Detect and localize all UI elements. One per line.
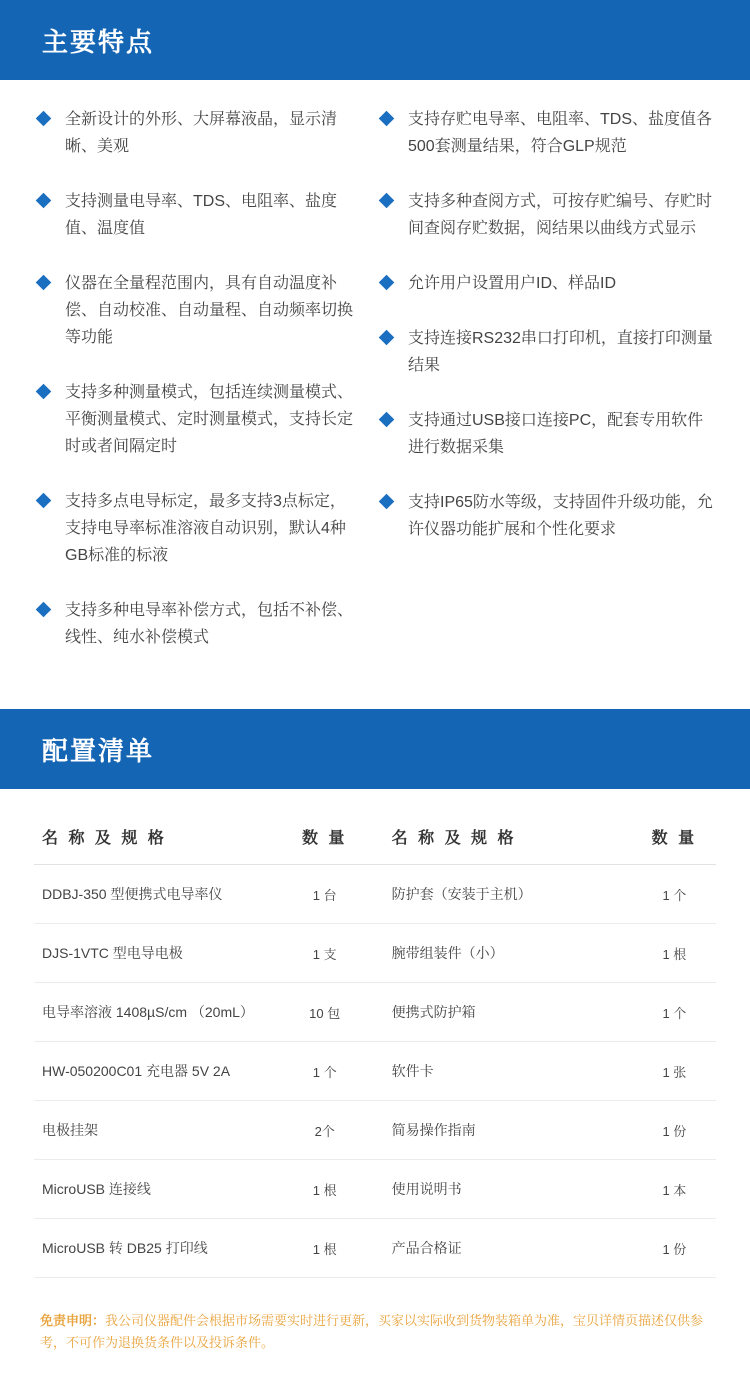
diamond-bullet-icon xyxy=(36,275,52,291)
item-qty: 2个 xyxy=(281,1101,366,1160)
item-name: MicroUSB 连接线 xyxy=(34,1160,281,1219)
row-spacer xyxy=(366,865,383,924)
diamond-bullet-icon xyxy=(379,494,395,510)
disclaimer-text: 我公司仪器配件会根据市场需要实时进行更新，买家以实际收到货物装箱单为准，宝贝详情页描述仅供参考，不可作为退换货条件以及投诉条件。 xyxy=(40,1313,704,1350)
features-section-body xyxy=(0,80,750,679)
diamond-bullet-icon xyxy=(379,275,395,291)
features-section-header xyxy=(0,0,750,80)
diamond-bullet-icon xyxy=(36,384,52,400)
section-divider xyxy=(0,679,750,709)
diamond-bullet-icon xyxy=(36,111,52,127)
item-qty: 1 根 xyxy=(281,1219,366,1278)
feature-item xyxy=(381,489,714,543)
item-qty: 1 根 xyxy=(281,1160,366,1219)
item-name: 电极挂架 xyxy=(34,1101,281,1160)
table-header-row xyxy=(34,809,716,865)
config-section-body xyxy=(0,789,750,1288)
table-row xyxy=(34,924,716,983)
diamond-bullet-icon xyxy=(36,493,52,509)
item-qty: 1 个 xyxy=(281,1042,366,1101)
table-row xyxy=(34,1042,716,1101)
diamond-bullet-icon xyxy=(379,111,395,127)
feature-item xyxy=(38,379,361,460)
table-row xyxy=(34,983,716,1042)
item-qty: 1 台 xyxy=(281,865,366,924)
row-spacer xyxy=(366,1101,383,1160)
feature-text: 仪器在全量程范围内，具有自动温度补偿、自动校准、自动量程、自动频率切换等功能 xyxy=(65,275,354,346)
feature-text: 支持IP65防水等级，支持固件升级功能，允许仪器功能扩展和个性化要求 xyxy=(408,494,713,538)
disclaimer xyxy=(0,1288,750,1384)
feature-item xyxy=(381,325,714,379)
column-header-name-right: 名 称 及 规 格 xyxy=(384,809,631,865)
table-row xyxy=(34,1160,716,1219)
item-qty: 1 份 xyxy=(631,1219,716,1278)
column-spacer xyxy=(366,809,383,865)
column-header-name-left: 名 称 及 规 格 xyxy=(34,809,281,865)
item-name: DDBJ-350 型便携式电导率仪 xyxy=(34,865,281,924)
row-spacer xyxy=(366,924,383,983)
table-row xyxy=(34,865,716,924)
item-name: 产品合格证 xyxy=(384,1219,631,1278)
diamond-bullet-icon xyxy=(36,193,52,209)
feature-text: 支持多种电导率补偿方式，包括不补偿、线性、纯水补偿模式 xyxy=(65,602,354,646)
config-section-title: 配置清单 xyxy=(42,735,155,766)
feature-text: 支持存贮电导率、电阻率、TDS、盐度值各500套测量结果，符合GLP规范 xyxy=(408,111,713,155)
diamond-bullet-icon xyxy=(379,330,395,346)
features-column-left xyxy=(26,106,375,651)
item-name: 简易操作指南 xyxy=(384,1101,631,1160)
diamond-bullet-icon xyxy=(379,193,395,209)
item-name: 腕带组装件（小） xyxy=(384,924,631,983)
config-section-header xyxy=(0,709,750,789)
features-column-right xyxy=(375,106,724,651)
feature-item xyxy=(38,488,361,569)
item-name: DJS-1VTC 型电导电极 xyxy=(34,924,281,983)
diamond-bullet-icon xyxy=(36,602,52,618)
feature-text: 支持多种查阅方式，可按存贮编号、存贮时间查阅存贮数据，阅结果以曲线方式显示 xyxy=(408,193,713,237)
disclaimer-label: 免责申明： xyxy=(40,1313,106,1328)
feature-text: 支持连接RS232串口打印机，直接打印测量结果 xyxy=(408,330,713,374)
feature-item xyxy=(38,188,361,242)
item-qty: 1 根 xyxy=(631,924,716,983)
feature-item xyxy=(381,407,714,461)
item-qty: 1 本 xyxy=(631,1160,716,1219)
item-qty: 1 张 xyxy=(631,1042,716,1101)
diamond-bullet-icon xyxy=(379,412,395,428)
row-spacer xyxy=(366,1160,383,1219)
item-name: 软件卡 xyxy=(384,1042,631,1101)
config-table xyxy=(34,809,716,1278)
row-spacer xyxy=(366,1042,383,1101)
feature-item xyxy=(38,270,361,351)
features-section-title: 主要特点 xyxy=(42,26,155,57)
column-header-qty-left: 数 量 xyxy=(281,809,366,865)
feature-text: 支持通过USB接口连接PC，配套专用软件进行数据采集 xyxy=(408,412,704,456)
item-name: 使用说明书 xyxy=(384,1160,631,1219)
table-row xyxy=(34,1219,716,1278)
feature-text: 允许用户设置用户ID、样品ID xyxy=(408,275,617,292)
table-row xyxy=(34,1101,716,1160)
item-name: HW-050200C01 充电器 5V 2A xyxy=(34,1042,281,1101)
feature-item xyxy=(381,106,714,160)
item-qty: 1 支 xyxy=(281,924,366,983)
feature-item xyxy=(381,270,714,297)
feature-text: 全新设计的外形、大屏幕液晶，显示清晰、美观 xyxy=(65,111,338,155)
row-spacer xyxy=(366,1219,383,1278)
feature-text: 支持多点电导标定，最多支持3点标定，支持电导率标准溶液自动识别，默认4种GB标准的标液 xyxy=(65,493,346,564)
item-name: MicroUSB 转 DB25 打印线 xyxy=(34,1219,281,1278)
feature-text: 支持测量电导率、TDS、电阻率、盐度值、温度值 xyxy=(65,193,338,237)
item-qty: 1 份 xyxy=(631,1101,716,1160)
item-qty: 1 个 xyxy=(631,983,716,1042)
item-name: 防护套（安装于主机） xyxy=(384,865,631,924)
item-name: 便携式防护箱 xyxy=(384,983,631,1042)
feature-item xyxy=(38,597,361,651)
item-name: 电导率溶液 1408µS/cm （20mL） xyxy=(34,983,281,1042)
column-header-qty-right: 数 量 xyxy=(631,809,716,865)
item-qty: 10 包 xyxy=(281,983,366,1042)
item-qty: 1 个 xyxy=(631,865,716,924)
feature-text: 支持多种测量模式，包括连续测量模式、平衡测量模式、定时测量模式，支持长定时或者间隔定时 xyxy=(65,384,354,455)
feature-item xyxy=(381,188,714,242)
feature-item xyxy=(38,106,361,160)
row-spacer xyxy=(366,983,383,1042)
